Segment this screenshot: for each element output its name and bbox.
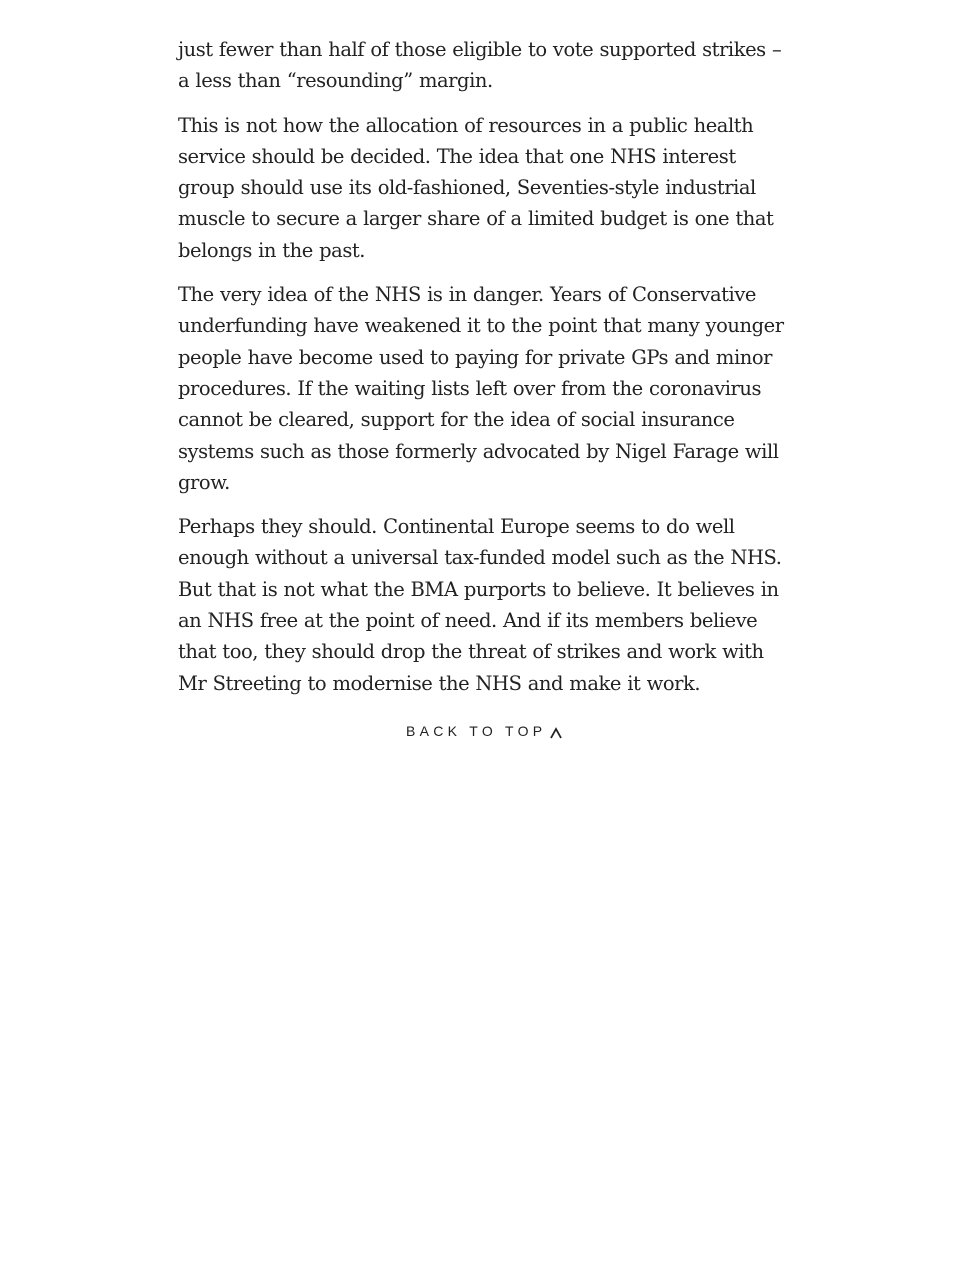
article-paragraph: Perhaps they should. Continental Europe seems to do well enough without a universal tax-funded model such as the NHS. But that is not what the BMA purports to believe. It believes in an NHS free at the point of need. And if its members believe that too, they should drop the threat of strikes and work with Mr Streeting to modernise the NHS and make it work. xyxy=(178,515,782,695)
article-paragraph: This is not how the allocation of resources in a public health service should be decided. The idea that one NHS interest group should use its old-fashioned, Seventies-style industrial muscle to secure a larger share of a limited budget is one that belongs in the past. xyxy=(178,113,774,262)
back-to-top-link[interactable] xyxy=(406,723,563,739)
back-to-top-label: BACK TO TOP xyxy=(406,723,547,739)
article-body xyxy=(178,34,788,712)
article-paragraph: just fewer than half of those eligible to vote supported strikes – a less than “resounding” margin. xyxy=(178,38,782,93)
article-paragraph: The very idea of the NHS is in danger. Years of Conservative underfunding have weakened it to the point that many younger people have become used to paying for private GPs and minor procedures. If the waiting lists left over from the coronavirus cannot be cleared, support for the idea of social insurance systems such as those formerly advocated by Nigel Farage will grow. xyxy=(178,283,784,494)
caret-up-icon xyxy=(549,727,563,739)
